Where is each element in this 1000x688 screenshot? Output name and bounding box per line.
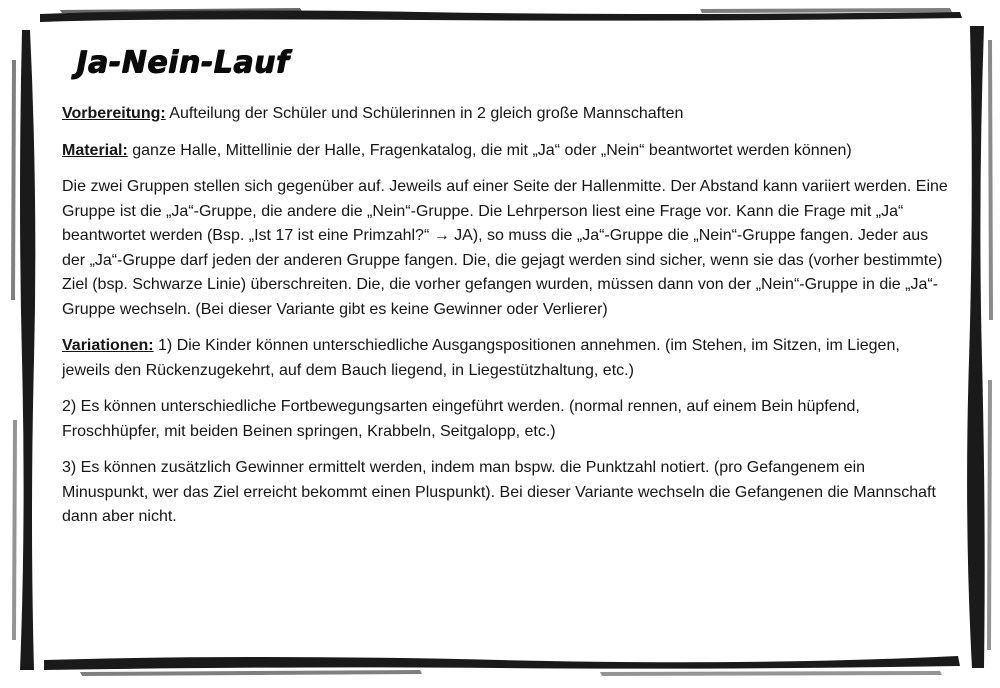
frame-left-stroke xyxy=(20,30,35,670)
vorbereitung-text: Aufteilung der Schüler und Schülerinnen in 2 gleich große Mannschaften xyxy=(165,105,684,122)
variationen-paragraph xyxy=(62,334,952,383)
material-paragraph xyxy=(62,139,952,164)
variation-item-3: 3) Es können zusätzlich Gewinner ermittelt werden, indem man bspw. die Punktzahl notiert. (pro Gefangenem ein Minuspunkt, wer das Ziel erreicht bekommt einen Pluspunkt). Bei dieser Variante wechseln die Gefangenen die Mannschaft dann aber nicht. xyxy=(62,459,936,525)
beschreibung-paragraph: Die zwei Gruppen stellen sich gegenüber auf. Jeweils auf einer Seite der Hallenmitte. Der Abstand kann variiert werden. Eine Gruppe ist die „Ja“-Gruppe, die andere die „Nein“-Gruppe. Die Lehrperson liest eine Frage vor. Kann die Frage mit „Ja“ beantwortet werden (Bsp. „Ist 17 ist eine Primzahl?“ → JA), so muss die „Ja“-Gruppe die „Nein“-Gruppe fangen. Jeder aus der „Ja“-Gruppe darf jeden der anderen Gruppe fangen. Die, die gejagt werden sind sicher, wenn sie das (vorher bestimmte) Ziel (bsp. Schwarze Linie) überschreiten. Die, die vorher gefangen wurden, müssen dann von der „Nein“-Gruppe in die „Ja“-Gruppe wechseln. (Bei dieser Variante gibt es keine Gewinner oder Verlierer) xyxy=(62,178,948,318)
vorbereitung-paragraph xyxy=(62,102,952,127)
variation-item-1: 1) Die Kinder können unterschiedliche Ausgangspositionen annehmen. (im Stehen, im Sitzen, im Liegen, jeweils den Rückenzugekehrt, auf dem Bauch liegend, in Liegestützhaltung, etc.) xyxy=(62,337,900,379)
material-label: Material: xyxy=(62,141,128,159)
variation-item-2: 2) Es können unterschiedliche Fortbewegungsarten eingeführt werden. (normal rennen, auf einem Bein hüpfend, Froschhüpfer, mit beiden Beinen springen, Krabbeln, Seitgalopp, etc.) xyxy=(62,398,860,440)
frame-right-stroke xyxy=(967,26,985,668)
document-title: Ja-Nein-Lauf xyxy=(76,45,290,80)
variationen-label: Variationen: xyxy=(62,337,154,354)
document-body xyxy=(62,38,952,542)
frame-bottom-stroke xyxy=(44,656,960,670)
vorbereitung-label: Vorbereitung: xyxy=(62,105,166,122)
material-text: ganze Halle, Mittellinie der Halle, Fragenkatalog, die mit „Ja“ oder „Nein“ beantwortet werden können) xyxy=(127,141,852,159)
